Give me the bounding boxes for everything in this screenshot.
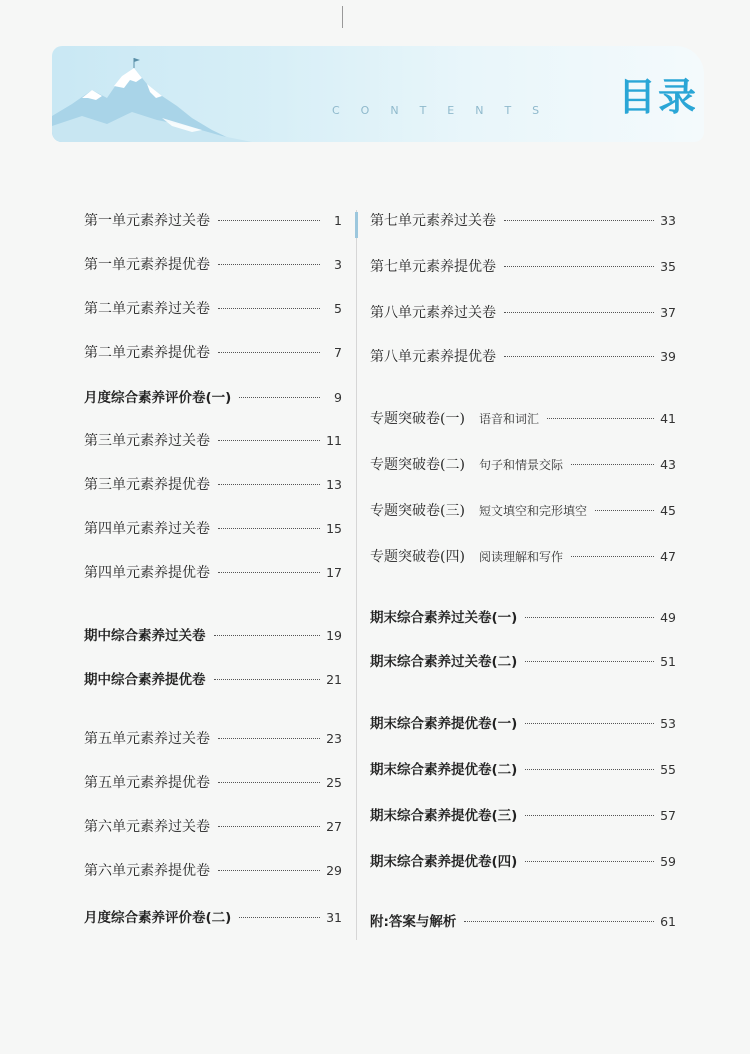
dot-leader: [525, 769, 654, 770]
toc-entry[interactable]: [84, 298, 342, 318]
toc-entry-title: 专题突破卷(四): [370, 549, 465, 565]
toc-entry[interactable]: [84, 816, 342, 836]
dot-leader: [504, 312, 654, 313]
toc-entry-title: 第三单元素养提优卷: [84, 477, 210, 493]
toc-entry-title: 专题突破卷(一): [370, 411, 465, 427]
toc-entry-title: 期末综合素养提优卷(四): [370, 854, 518, 870]
dot-leader: [239, 917, 320, 918]
dot-leader: [571, 464, 654, 465]
toc-entry[interactable]: [370, 910, 676, 930]
toc-entry[interactable]: [84, 430, 342, 450]
dot-leader: [571, 556, 654, 557]
dot-leader: [214, 679, 321, 680]
toc-page-number: 5: [334, 301, 342, 316]
dot-leader: [504, 220, 654, 221]
toc-entry-title: 月度综合素养评价卷(一): [84, 390, 232, 406]
toc-page-number: 55: [660, 762, 676, 777]
toc-entry-title: 专题突破卷(二): [370, 457, 465, 473]
toc-entry[interactable]: [84, 254, 342, 274]
toc-entry[interactable]: [84, 906, 342, 926]
toc-entry[interactable]: [84, 772, 342, 792]
toc-entry-title: 第一单元素养提优卷: [84, 257, 210, 273]
toc-entry[interactable]: [84, 210, 342, 230]
dot-leader: [218, 220, 320, 221]
dot-leader: [218, 440, 320, 441]
dot-leader: [525, 815, 654, 816]
toc-entry-title: 第五单元素养过关卷: [84, 731, 210, 747]
toc-page-number: 47: [660, 549, 676, 564]
toc-page-number: 15: [326, 521, 342, 536]
toc-page-number: 19: [326, 628, 342, 643]
toc-page-number: 43: [660, 457, 676, 472]
toc-entry-title: 第四单元素养提优卷: [84, 565, 210, 581]
toc-page-number: 1: [334, 213, 342, 228]
toc-entry-title: 第五单元素养提优卷: [84, 775, 210, 791]
toc-page-number: 61: [660, 914, 676, 929]
toc-entry[interactable]: [84, 624, 342, 644]
dot-leader: [218, 782, 320, 783]
toc-page-number: 45: [660, 503, 676, 518]
toc-entry[interactable]: [84, 728, 342, 748]
toc-entry-title: 第一单元素养过关卷: [84, 213, 210, 229]
toc-entry-title: 第二单元素养提优卷: [84, 345, 210, 361]
toc-page-number: 23: [326, 731, 342, 746]
dot-leader: [525, 661, 654, 662]
toc-entry-title: 第三单元素养过关卷: [84, 433, 210, 449]
toc-entry[interactable]: [84, 518, 342, 538]
toc-entry[interactable]: [84, 668, 342, 688]
dot-leader: [218, 264, 320, 265]
dot-leader: [218, 528, 320, 529]
toc-entry-title: 附:答案与解析: [370, 914, 457, 930]
toc-entry-title: 期末综合素养过关卷(一): [370, 610, 518, 626]
toc-entry[interactable]: [370, 546, 676, 566]
toc-entry[interactable]: [370, 454, 676, 474]
toc-page-number: 9: [334, 390, 342, 405]
toc-entry[interactable]: [370, 302, 676, 322]
toc-page-number: 27: [326, 819, 342, 834]
toc-page-number: 41: [660, 411, 676, 426]
toc-page-number: 51: [660, 654, 676, 669]
toc-entry-title: 期末综合素养提优卷(二): [370, 762, 518, 778]
toc-entry[interactable]: [370, 346, 676, 366]
dot-leader: [595, 510, 654, 511]
dot-leader: [525, 861, 654, 862]
toc-page-number: 21: [326, 672, 342, 687]
toc-entry-title: 期末综合素养提优卷(三): [370, 808, 518, 824]
column-divider: [356, 210, 357, 940]
dot-leader: [504, 356, 654, 357]
toc-page-number: 35: [660, 259, 676, 274]
toc-entry-title: 第七单元素养提优卷: [370, 259, 496, 275]
dot-leader: [214, 635, 321, 636]
toc-entry-title: 专题突破卷(三): [370, 503, 465, 519]
mountain-illustration: [52, 46, 252, 142]
toc-entry[interactable]: [84, 342, 342, 362]
toc-entry-title: 第八单元素养提优卷: [370, 349, 496, 365]
dot-leader: [464, 921, 654, 922]
toc-entry[interactable]: [370, 804, 676, 824]
toc-entry-subtitle: 语音和词汇: [478, 412, 539, 426]
toc-page-number: 49: [660, 610, 676, 625]
toc-entry-subtitle: 短文填空和完形填空: [478, 504, 587, 518]
toc-entry-title: 期中综合素养过关卷: [84, 628, 206, 644]
toc-entry[interactable]: [370, 650, 676, 670]
dot-leader: [525, 723, 654, 724]
toc-entry-title: 期中综合素养提优卷: [84, 672, 206, 688]
toc-page-number: 13: [326, 477, 342, 492]
dot-leader: [504, 266, 654, 267]
toc-page-number: 59: [660, 854, 676, 869]
dot-leader: [218, 738, 320, 739]
crop-mark: [342, 6, 343, 28]
toc-page-number: 33: [660, 213, 676, 228]
toc-entry[interactable]: [370, 210, 676, 230]
toc-entry[interactable]: [370, 408, 676, 428]
page-title: 目录: [618, 75, 699, 119]
toc-page-number: 3: [334, 257, 342, 272]
dot-leader: [218, 352, 320, 353]
toc-page-number: 57: [660, 808, 676, 823]
dot-leader: [239, 397, 320, 398]
dot-leader: [218, 308, 320, 309]
toc-entry-subtitle: 句子和情景交际: [478, 458, 563, 472]
dot-leader: [525, 617, 654, 618]
toc-entry[interactable]: [370, 606, 676, 626]
toc-page-number: 37: [660, 305, 676, 320]
toc-page-number: 39: [660, 349, 676, 364]
toc-entry-title: 期末综合素养过关卷(二): [370, 654, 518, 670]
toc-page-number: 53: [660, 716, 676, 731]
dot-leader: [547, 418, 654, 419]
toc-page-number: 25: [326, 775, 342, 790]
toc-page-number: 31: [326, 910, 342, 925]
toc-entry-title: 第六单元素养过关卷: [84, 819, 210, 835]
toc-entry-title: 第七单元素养过关卷: [370, 213, 496, 229]
toc-entry[interactable]: [370, 500, 676, 520]
toc-entry[interactable]: [84, 562, 342, 582]
toc-entry-title: 第四单元素养过关卷: [84, 521, 210, 537]
toc-entry[interactable]: [84, 386, 342, 406]
toc-entry-title: 第八单元素养过关卷: [370, 305, 496, 321]
dot-leader: [218, 484, 320, 485]
toc-entry-title: 第六单元素养提优卷: [84, 863, 210, 879]
toc-entry[interactable]: [84, 474, 342, 494]
dot-leader: [218, 870, 320, 871]
dot-leader: [218, 572, 320, 573]
header-banner: [52, 46, 704, 142]
toc-entry-title: 第二单元素养过关卷: [84, 301, 210, 317]
toc-entry-title: 月度综合素养评价卷(二): [84, 910, 232, 926]
contents-label: CONTENTS: [332, 104, 561, 117]
toc-entry-subtitle: 阅读理解和写作: [478, 550, 563, 564]
divider-accent: [355, 212, 358, 238]
toc-page-number: 29: [326, 863, 342, 878]
toc-page-number: 11: [326, 433, 342, 448]
toc-page-number: 7: [334, 345, 342, 360]
toc-entry[interactable]: [370, 850, 676, 870]
dot-leader: [218, 826, 320, 827]
toc-entry-title: 期末综合素养提优卷(一): [370, 716, 518, 732]
toc-page-number: 17: [326, 565, 342, 580]
toc-entry[interactable]: [84, 860, 342, 880]
toc-entry[interactable]: [370, 758, 676, 778]
toc-entry[interactable]: [370, 712, 676, 732]
toc-entry[interactable]: [370, 256, 676, 276]
